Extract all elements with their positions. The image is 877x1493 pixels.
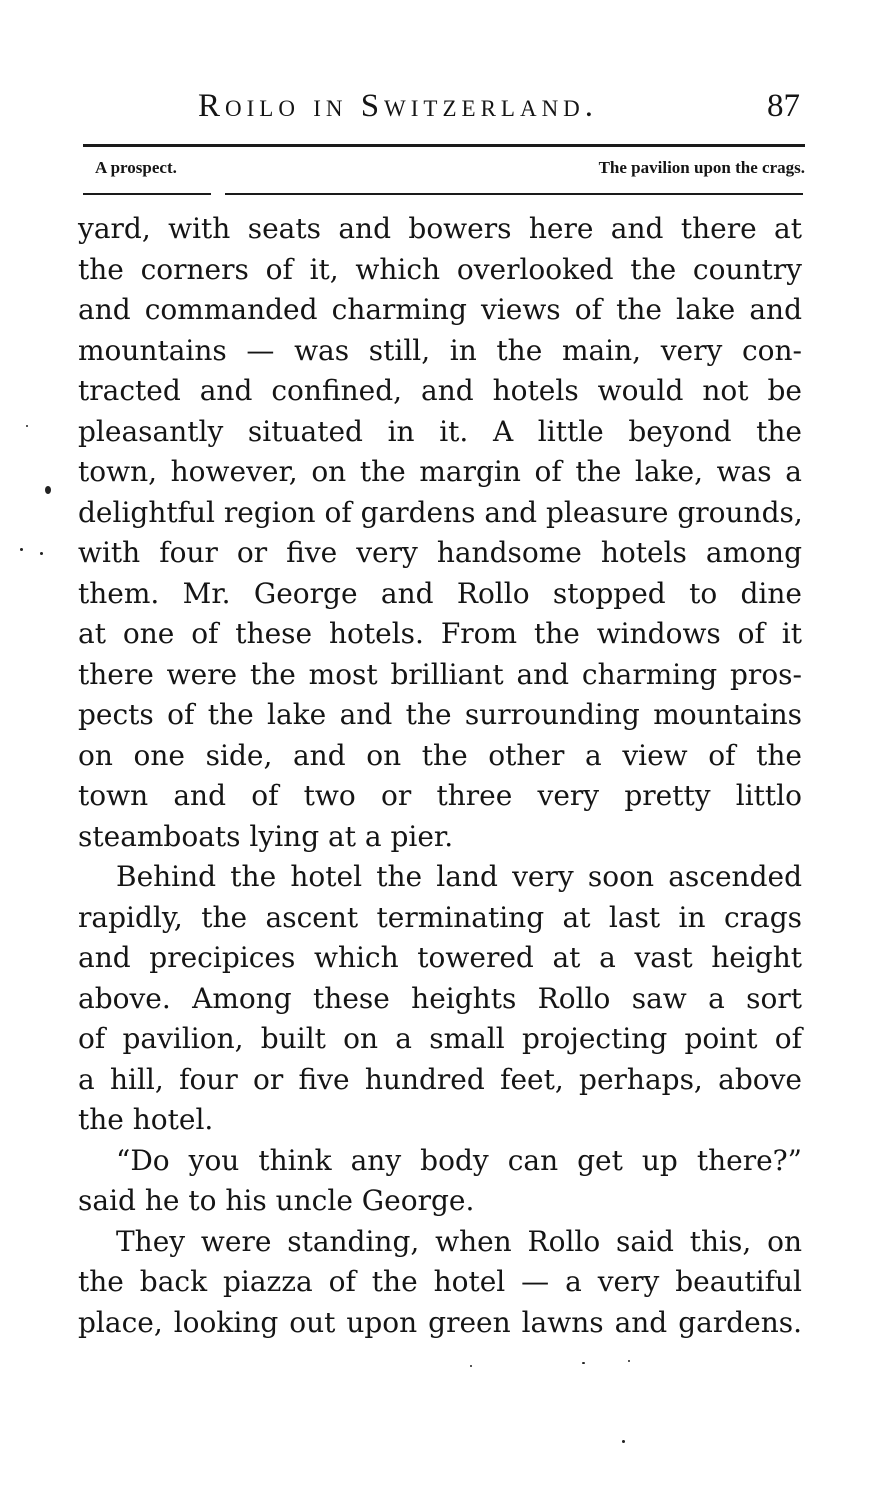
print-speck (45, 486, 51, 494)
text-line: place, looking out upon green lawns and gardens. (78, 1305, 802, 1339)
body-text (78, 209, 802, 1343)
text-line: tracted and confined, and hotels would not be (78, 374, 802, 407)
text-line: rapidly, the ascent terminating at last in crags (78, 900, 802, 934)
text-line: with four or five very handsome hotels among (78, 536, 802, 569)
print-speck (26, 425, 28, 427)
print-speck (622, 1440, 625, 1443)
text-line: on one side, and on the other a view of the (78, 738, 802, 772)
text-line: delightful region of gardens and pleasure grounds, (78, 495, 803, 529)
text-line: the corners of it, which overlooked the country (78, 252, 802, 286)
text-line: pects of the lake and the surrounding mountains (78, 698, 802, 731)
text-line: them. Mr. George and Rollo stopped to dine (78, 576, 802, 610)
marginal-subheads (95, 158, 807, 182)
print-speck (40, 552, 43, 555)
text-line: of pavilion, built on a small projecting point of (78, 1022, 802, 1055)
text-line: They were standing, when Rollo said this, on (116, 1224, 802, 1258)
text-line: yard, with seats and bowers here and there at (78, 212, 802, 245)
text-line: and precipices which towered at a vast height (78, 941, 802, 974)
text-line: said he to his uncle George. (78, 1184, 475, 1217)
text-line: above. Among these heights Rollo saw a sort (78, 981, 802, 1015)
text-line: the hotel. (78, 1103, 214, 1136)
subhead-rule-left (83, 193, 211, 195)
text-line: pleasantly situated in it. A little beyond the (78, 414, 802, 448)
text-line: there were the most brilliant and charming pros- (78, 657, 802, 691)
page-number: 87 (767, 88, 800, 124)
print-speck (470, 1365, 472, 1367)
text-line: a hill, four or five hundred feet, perhaps, above (78, 1062, 802, 1096)
text-line: mountains — was still, in the main, very con- (78, 333, 802, 367)
subhead-rule-right (225, 193, 803, 195)
running-head (78, 88, 802, 132)
header-rule (83, 144, 805, 147)
subhead-left: A prospect. (95, 158, 177, 177)
text-line: Behind the hotel the land very soon ascended (116, 860, 802, 893)
text-line: at one of these hotels. From the windows of it (78, 617, 802, 650)
text-line: and commanded charming views of the lake and (78, 293, 802, 326)
subhead-right: The pavilion upon the crags. (598, 158, 805, 177)
print-speck (628, 1360, 630, 1362)
text-line: the back piazza of the hotel — a very beautiful (78, 1265, 802, 1298)
text-line: “Do you think any body can get up there?” (116, 1143, 802, 1177)
text-line: town, however, on the margin of the lake, was a (78, 455, 802, 488)
text-line: steamboats lying at a pier. (78, 819, 454, 853)
print-speck (20, 548, 23, 551)
running-title: Roilo in Switzerland. (198, 88, 599, 124)
print-speck (582, 1362, 585, 1364)
text-line: town and of two or three very pretty littlo (78, 779, 802, 812)
